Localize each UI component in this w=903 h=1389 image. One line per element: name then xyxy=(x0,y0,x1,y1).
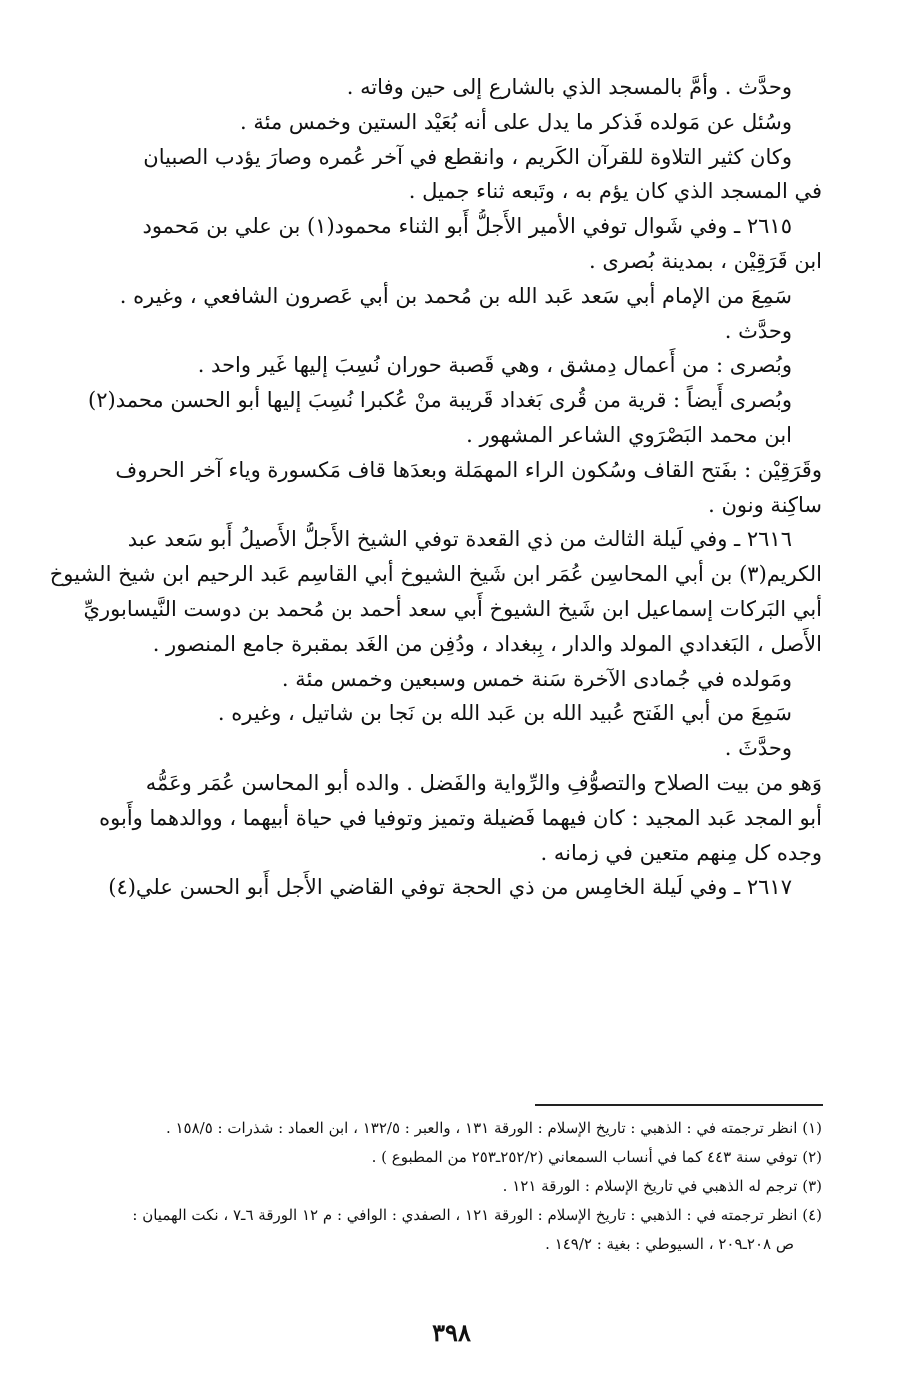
text-line: أبي البَركات إسماعيل ابن شَيخ الشيوخ أَبي سعد أحمد بن مُحمد بن دوست النَّيسابوريِّ xyxy=(83,596,822,621)
text-line: وسُئل عن مَولده فَذكر ما يدل على أنه بُعَيْد الستين وخمس مئة . xyxy=(240,109,792,134)
text-line: في المسجد الذي كان يؤم به ، وتَبعه ثناء جميل . xyxy=(408,179,822,204)
text-line: وحدَّثَ . xyxy=(724,736,792,761)
text-line: وكان كثير التلاوة للقرآن الكَريم ، وانقطع في آخر عُمره وصارَ يؤدب الصبيان xyxy=(143,144,792,169)
text-line: ٢٦١٥ ـ وفي شَوال توفي الأمير الأَجلُّ أَبو الثناء محمود(١) بن علي بن مَحمود xyxy=(142,214,792,239)
footnote-line: (١) انظر ترجمته في : الذهبي : تاريخ الإسلام : الورقة ١٣١ ، والعبر : ١٣٢/٥ ، ابن العماد : شذرات : ١٥٨/٥ . xyxy=(165,1119,822,1137)
page-number: ٣٩٨ xyxy=(432,1318,471,1347)
text-line: سَمِعَ من أبي الفَتح عُبيد الله بن عَبد الله بن نَجا بن شاتيل ، وغيره . xyxy=(217,701,792,726)
text-line: وقَرَقِيْن : بفَتح القاف وسُكون الراء المهمَلة وبعدَها قاف مَكسورة وياء آخر الحروف xyxy=(115,457,822,482)
text-line: سَمِعَ من الإمام أبي سَعد عَبد الله بن مُحمد بن أبي عَصرون الشافعي ، وغيره . xyxy=(119,283,792,308)
footnote-line: (٣) ترجم له الذهبي في تاريخ الإسلام : الورقة ١٢١ . xyxy=(502,1177,822,1195)
text-line: ٢٦١٧ ـ وفي لَيلة الخامِس من ذي الحجة توفي القاضي الأَجل أَبو الحسن علي(٤) xyxy=(108,875,792,900)
footnote-line: (٤) انظر ترجمته في : الذهبي : تاريخ الإسلام : الورقة ١٢١ ، الصفدي : الوافي : م ١٢ الورقة ٦ـ٧ ، نكت الهميان : xyxy=(132,1206,822,1224)
text-line: ابن قَرَقِيْن ، بمدينة بُصرى . xyxy=(588,248,822,273)
text-line: الأَصل ، البَغدادي المولد والدار ، بِبغداد ، ودُفِن من الغَد بمقبرة جامع المنصور . xyxy=(152,631,822,656)
text-line: ساكِنة ونون . xyxy=(708,492,822,517)
footnote-line: ص ٢٠٨ـ٢٠٩ ، السيوطي : بغية : ١٤٩/٢ . xyxy=(545,1235,794,1253)
text-line: وحدَّث . xyxy=(724,318,792,343)
footnote-line: (٢) توفي سنة ٤٤٣ كما في أنساب السمعاني (٢٥٢/٢ـ٢٥٣ من المطبوع ) . xyxy=(371,1148,822,1166)
text-line: ومَولده في جُمادى الآخرة سَنة خمس وسبعين وخمس مئة . xyxy=(281,666,792,691)
text-line: وجده كل مِنهم متعين في زمانه . xyxy=(540,840,822,865)
main-text xyxy=(40,70,822,905)
text-line: وبُصرى : من أَعمال دِمشق ، وهي قَصبة حوران نُسِبَ إليها غَير واحد . xyxy=(197,353,792,378)
text-line: ٢٦١٦ ـ وفي لَيلة الثالث من ذي القعدة توفي الشيخ الأَجلُّ الأَصيلُ أَبو سَعد عبد xyxy=(127,527,792,552)
text-line: الكريم(٣) بن أبي المحاسِن عُمَر ابن شَيخ الشيوخ أبي القاسِم عَبد الرحيم ابن شيخ الشيوخ xyxy=(49,562,822,587)
footnotes xyxy=(40,1114,822,1259)
text-line: وبُصرى أَيضاً : قرية من قُرى بَغداد قَريبة منْ عُكبرا نُسِبَ إليها أبو الحسن محمد(٢) xyxy=(88,388,792,413)
text-line: أبو المجد عَبد المجيد : كان فيهما فَضيلة وتميز وتوفيا في حياة أبيهما ، ووالدهما وأَبوه xyxy=(99,805,822,830)
text-line: ابن محمد البَصْرَوي الشاعر المشهور . xyxy=(466,422,792,447)
footnote-separator xyxy=(535,1104,823,1106)
text-line: وحدَّث . وأمَّ بالمسجد الذي بالشارع إلى حين وفاته . xyxy=(346,75,792,99)
text-line: وَهو من بيت الصلاح والتصوُّفِ والرِّواية والفَضل . والده أبو المحاسن عُمَر وعَمُّه xyxy=(145,770,822,795)
